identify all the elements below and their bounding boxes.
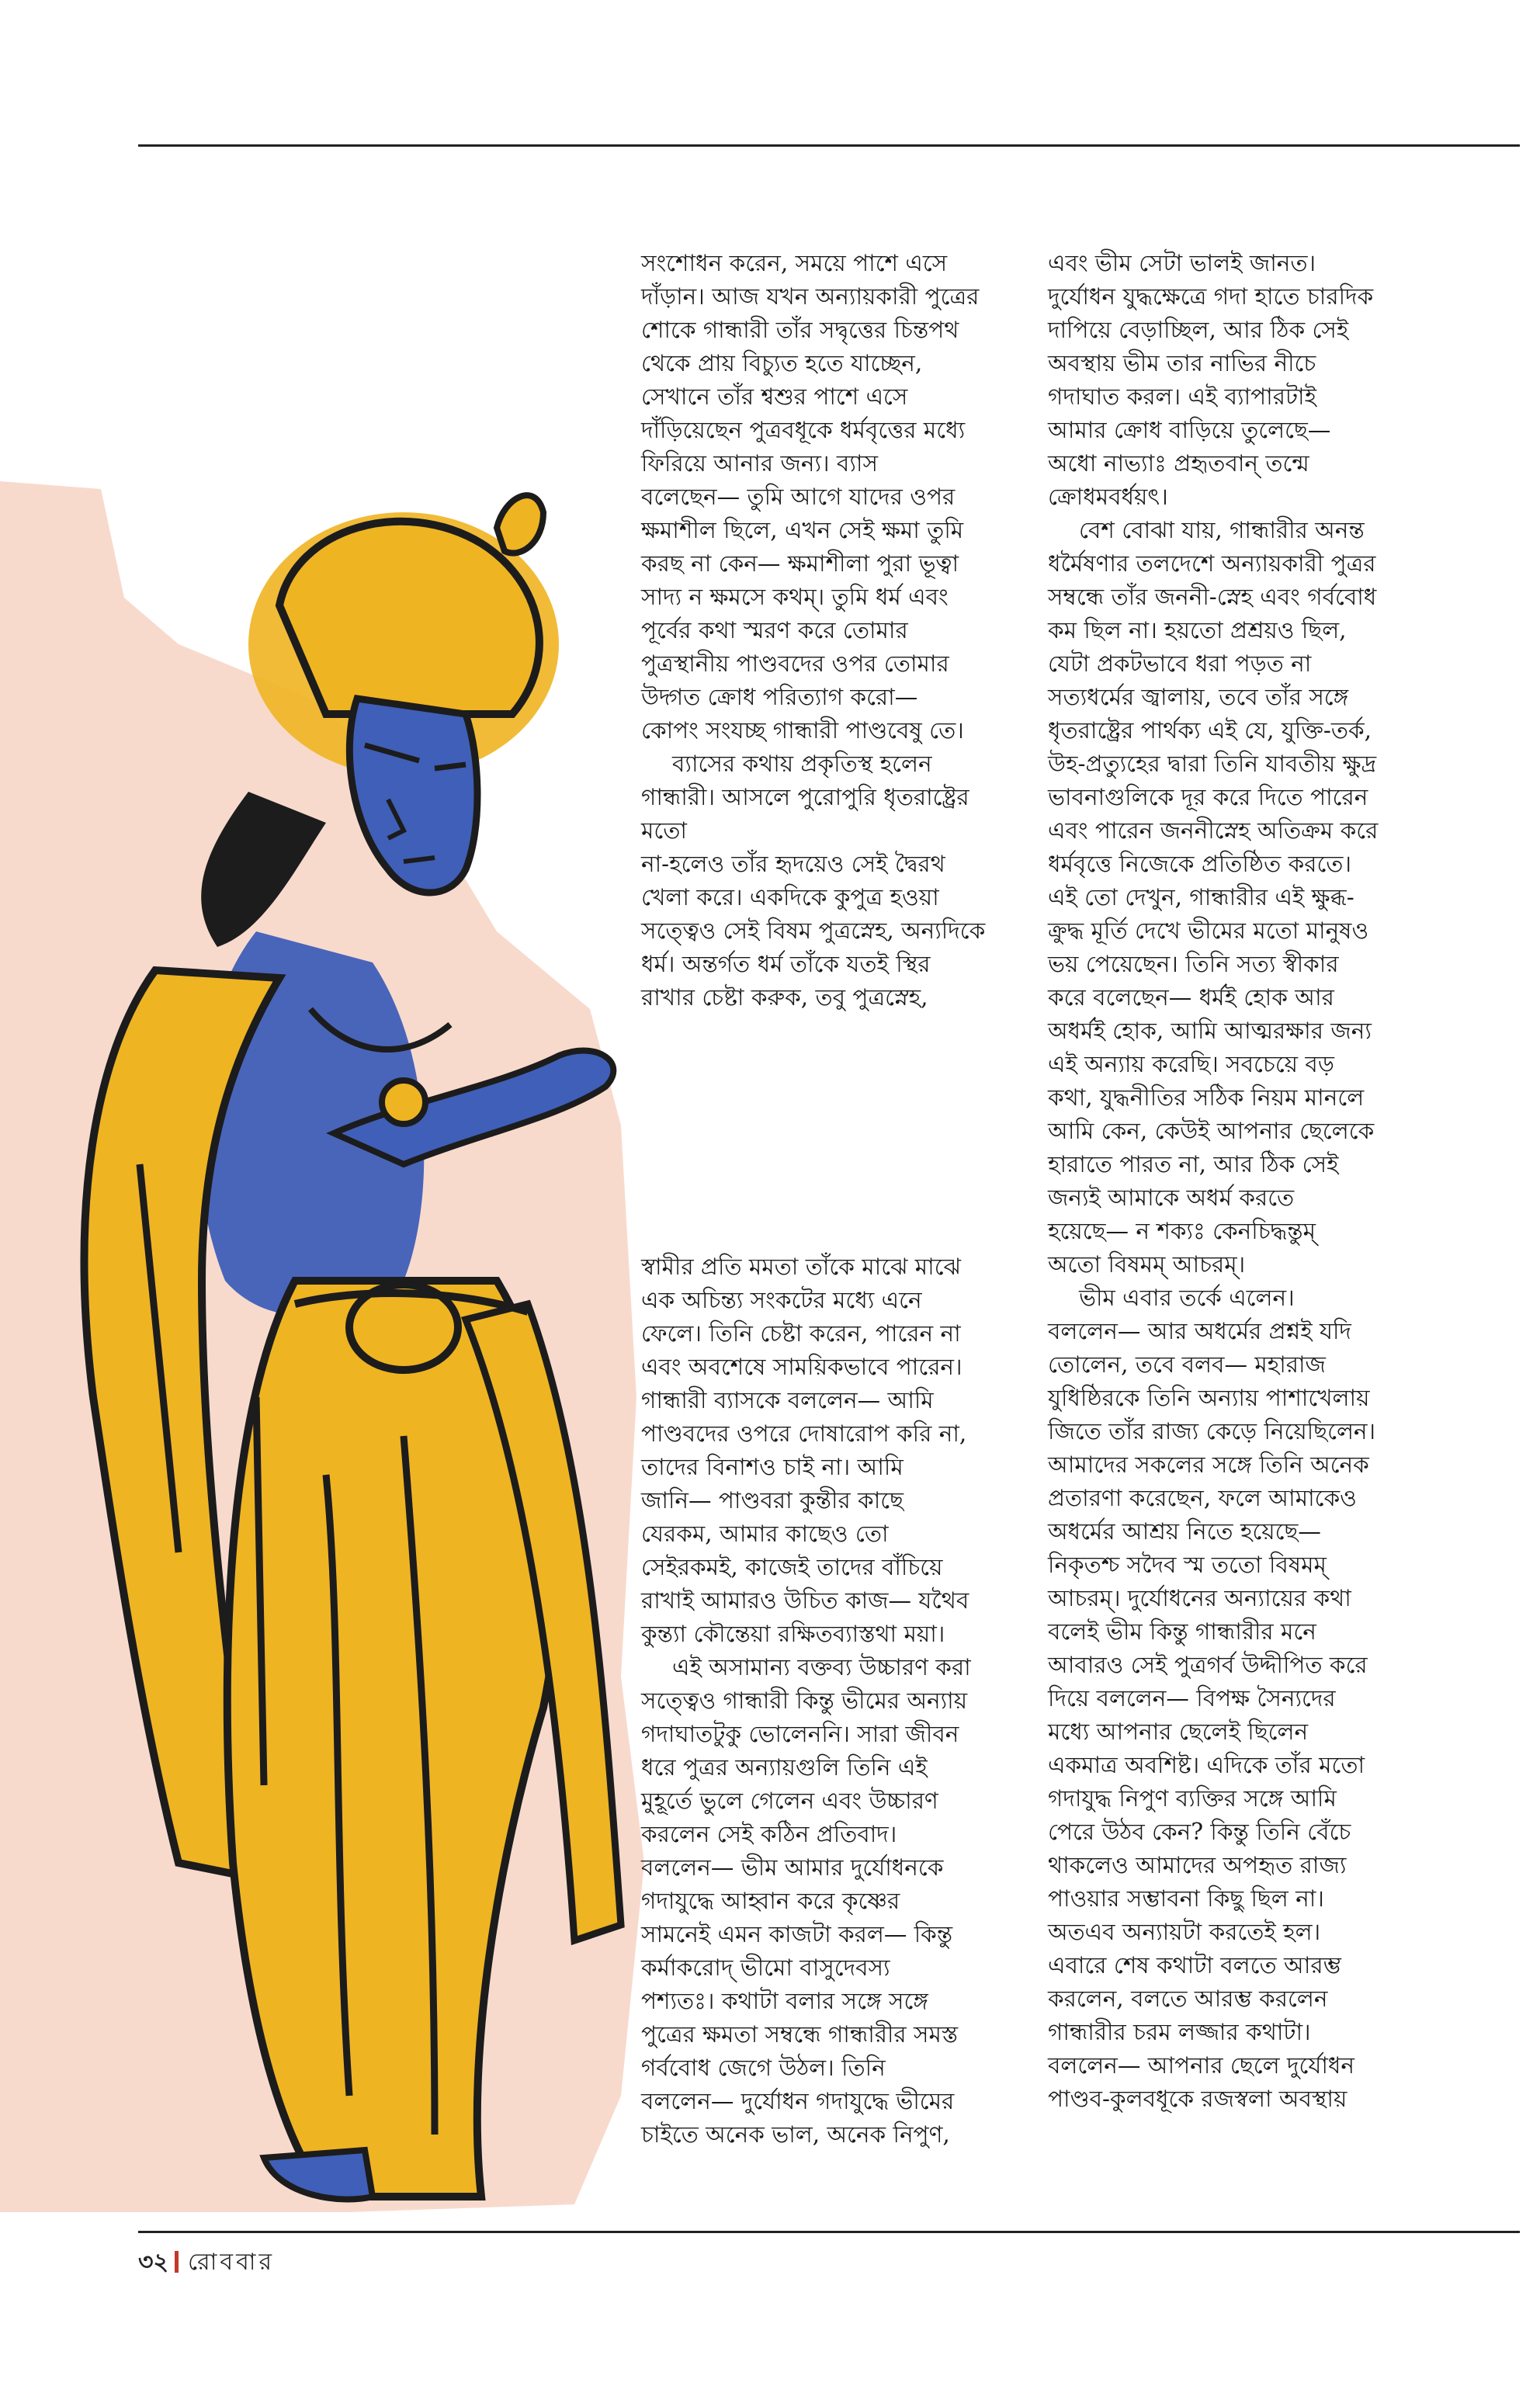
text-line: আমাদের সকলের সঙ্গে তিনি অনেক bbox=[1048, 1451, 1369, 1478]
text-line: জন্যই আমাকে অধর্ম করতে bbox=[1048, 1184, 1295, 1211]
text-line: সেখানে তাঁর শ্বশুর পাশে এসে bbox=[641, 383, 908, 410]
folio-divider bbox=[175, 2251, 179, 2273]
text-line: মধ্যে আপনার ছেলেই ছিলেন bbox=[1048, 1718, 1309, 1745]
text-line: গান্ধারী। আসলে পুরোপুরি ধৃতরাষ্ট্রের bbox=[641, 784, 969, 810]
text-line: এবং ভীম সেটা ভালই জানত। bbox=[1048, 250, 1316, 276]
text-line: দাঁড়িয়েছেন পুত্রবধূকে ধর্মবৃত্তের মধ্যে bbox=[641, 417, 966, 443]
magazine-name: রোববার bbox=[188, 2249, 275, 2276]
text-line: সংশোধন করেন, সময়ে পাশে এসে bbox=[641, 250, 948, 276]
text-line: অধর্মের আশ্রয় নিতে হয়েছে— bbox=[1048, 1518, 1321, 1545]
text-line: এক অচিন্ত্য সংকটের মধ্যে এনে bbox=[641, 1287, 922, 1313]
column-3 bbox=[1048, 247, 1378, 2116]
text-line: নিকৃতশ্চ সদৈব স্ম ততো বিষমম্ bbox=[1048, 1552, 1327, 1578]
column-1 bbox=[641, 247, 985, 1014]
text-line: কর্মাকরোদ্ ভীমো বাসুদেবস্য bbox=[641, 1954, 890, 1981]
text-line: করলেন সেই কঠিন প্রতিবাদ। bbox=[641, 1821, 897, 1847]
text-line: ভাবনাগুলিকে দূর করে দিতে পারেন bbox=[1048, 784, 1368, 810]
text-line: আচরম্। দুর্যোধনের অন্যায়ের কথা bbox=[1048, 1585, 1351, 1611]
text-line: অতএব অন্যায়টা করতেই হল। bbox=[1048, 1919, 1321, 1945]
text-line: সামনেই এমন কাজটা করল— কিন্তু bbox=[641, 1921, 953, 1947]
text-line: আমি কেন, কেউই আপনার ছেলেকে bbox=[1048, 1118, 1375, 1144]
text-line: জানি— পাণ্ডবরা কুন্তীর কাছে bbox=[641, 1487, 904, 1514]
text-line: কথা, যুদ্ধনীতির সঠিক নিয়ম মানলে bbox=[1048, 1084, 1365, 1111]
text-line: সত্ত্বেও সেই বিষম পুত্রস্নেহ, অন্যদিকে bbox=[641, 917, 986, 944]
text-line: এই অসামান্য বক্তব্য উচ্চারণ করা bbox=[672, 1654, 971, 1680]
text-line: পুত্রের ক্ষমতা সম্বন্ধে গান্ধারীর সমস্ত bbox=[641, 2021, 959, 2048]
text-line: বললেন— আপনার ছেলে দুর্যোধন bbox=[1048, 2052, 1355, 2079]
text-line: গর্ববোধ জেগে উঠল। তিনি bbox=[641, 2055, 886, 2081]
text-line: উহ-প্রত্যুহের দ্বারা তিনি যাবতীয় ক্ষুদ্র bbox=[1048, 751, 1377, 777]
text-line: ধৃতরাষ্ট্রের পার্থক্য এই যে, যুক্তি-তর্ক, bbox=[1048, 717, 1372, 744]
text-line: বললেন— দুর্যোধন গদাযুদ্ধে ভীমের bbox=[641, 2088, 955, 2114]
text-line: কম ছিল না। হয়তো প্রশ্রয়ও ছিল, bbox=[1048, 617, 1347, 643]
text-line: রাখার চেষ্টা করুক, তবু পুত্রস্নেহ, bbox=[641, 984, 928, 1011]
text-line: কোপং সংযচ্ছ গান্ধারী পাণ্ডবেষু তে। bbox=[641, 717, 964, 744]
text-line: পেরে উঠব কেন? কিন্তু তিনি বেঁচে bbox=[1048, 1819, 1351, 1845]
text-line: স্বামীর প্রতি মমতা তাঁকে মাঝে মাঝে bbox=[641, 1254, 961, 1280]
text-line: আবারও সেই পুত্রগর্ব উদ্দীপিত করে bbox=[1048, 1652, 1368, 1678]
text-line: রাখাই আমারও উচিত কাজ— যথৈব bbox=[641, 1587, 969, 1614]
text-line: বলেই ভীম কিন্তু গান্ধারীর মনে bbox=[1048, 1618, 1316, 1645]
text-line: গান্ধারীর চরম লজ্জার কথাটা। bbox=[1048, 2019, 1311, 2045]
text-line: সত্যধর্মের জ্বালায়, তবে তাঁর সঙ্গে bbox=[1048, 684, 1349, 710]
text-line: বেশ বোঝা যায়, গান্ধারীর অনন্ত bbox=[1079, 517, 1365, 543]
text-line: যেরকম, আমার কাছেও তো bbox=[641, 1521, 889, 1547]
text-line: না-হলেও তাঁর হৃদয়েও সেই দ্বৈরথ bbox=[641, 851, 945, 877]
text-line: দিয়ে বললেন— বিপক্ষ সৈন্যদের bbox=[1048, 1685, 1336, 1712]
text-line: করছ না কেন— ক্ষমাশীলা পুরা ভূত্বা bbox=[641, 550, 959, 577]
text-line: তোলেন, তবে বলব— মহারাজ bbox=[1048, 1351, 1326, 1378]
text-line: ক্ষমাশীল ছিলে, এখন সেই ক্ষমা তুমি bbox=[641, 517, 964, 543]
text-line: আমার ক্রোধ বাড়িয়ে তুলেছে— bbox=[1048, 417, 1331, 443]
text-line: এবারে শেষ কথাটা বলতে আরম্ভ bbox=[1048, 1952, 1341, 1979]
text-line: সম্বন্ধে তাঁর জননী-স্নেহ এবং গর্ববোধ bbox=[1048, 584, 1377, 610]
top-rule bbox=[138, 144, 1520, 147]
text-line: বললেন— ভীম আমার দুর্যোধনকে bbox=[641, 1854, 944, 1881]
text-line: কুন্ত্যা কৌন্তেয়া রক্ষিতব্যাস্তথা ময়া। bbox=[641, 1621, 945, 1647]
text-line: পূর্বের কথা স্মরণ করে তোমার bbox=[641, 617, 908, 643]
text-line: সাদ্য ন ক্ষমসে কথম্‌। তুমি ধর্ম এবং bbox=[641, 584, 949, 610]
text-line: এবং অবশেষে সাময়িকভাবে পারেন। bbox=[641, 1354, 962, 1380]
text-line: পুত্রস্থানীয় পাণ্ডবদের ওপর তোমার bbox=[641, 650, 949, 677]
text-line: ব্যাসের কথায় প্রকৃতিস্থ হলেন bbox=[672, 751, 932, 777]
text-line: যুধিষ্ঠিরকে তিনি অন্যায় পাশাখেলায় bbox=[1048, 1385, 1370, 1411]
text-line: চাইতে অনেক ভাল, অনেক নিপুণ, bbox=[641, 2121, 950, 2148]
text-line: ক্রোধমবর্ধয়ৎ। bbox=[1048, 484, 1168, 510]
text-line: গদাঘাত করল। এই ব্যাপারটাই bbox=[1048, 383, 1316, 410]
text-line: ভয় পেয়েছেন। তিনি সত্য স্বীকার bbox=[1048, 951, 1339, 977]
text-line: খেলা করে। একদিকে কুপুত্র হওয়া bbox=[641, 884, 939, 910]
text-line: উদ্গত ক্রোধ পরিত্যাগ করো— bbox=[641, 684, 918, 710]
text-line: মতো bbox=[641, 817, 687, 844]
text-line: থাকলেও আমাদের অপহৃত রাজ্য bbox=[1048, 1852, 1347, 1878]
bottom-rule bbox=[138, 2231, 1520, 2233]
text-line: করলেন, বলতে আরম্ভ করলেন bbox=[1048, 1985, 1328, 2012]
text-line: দুর্যোধন যুদ্ধক্ষেত্রে গদা হাতে চারদিক bbox=[1048, 283, 1374, 310]
text-line: অধর্মই হোক, আমি আত্মরক্ষার জন্য bbox=[1048, 1018, 1372, 1044]
text-line: ক্রুদ্ধ মূর্তি দেখে ভীমের মতো মানুষও bbox=[1048, 917, 1369, 944]
page-number: ৩২ bbox=[138, 2249, 169, 2276]
text-line: পাণ্ডব-কুলবধূকে রজস্বলা অবস্থায় bbox=[1048, 2086, 1348, 2112]
text-line: গদাঘাতটুকু ভোলেননি। সারা জীবন bbox=[641, 1721, 959, 1747]
text-line: গান্ধারী ব্যাসকে বললেন— আমি bbox=[641, 1387, 934, 1413]
text-line: ফিরিয়ে আনার জন্য। ব্যাস bbox=[641, 450, 878, 477]
text-line: একমাত্র অবশিষ্ট। এদিকে তাঁর মতো bbox=[1048, 1752, 1365, 1778]
text-line: শোকে গান্ধারী তাঁর সদ্বৃত্তের চিন্তপথ bbox=[641, 317, 959, 343]
text-line: পশ্যতঃ। কথাটা বলার সঙ্গে সঙ্গে bbox=[641, 1988, 928, 2014]
text-line: হয়েছে— ন শক্যঃ কেনচিদ্ধন্তুম্ bbox=[1048, 1218, 1316, 1244]
text-line: পাওয়ার সম্ভাবনা কিছু ছিল না। bbox=[1048, 1885, 1324, 1912]
text-line: গদাযুদ্ধে আহ্বান করে কৃষ্ণের bbox=[641, 1888, 900, 1914]
text-line: অতো বিষমম্ আচরম্। bbox=[1048, 1251, 1246, 1278]
text-line: বললেন— আর অধর্মের প্রশ্নই যদি bbox=[1048, 1318, 1351, 1344]
text-line: সত্ত্বেও গান্ধারী কিন্তু ভীমের অন্যায় bbox=[641, 1687, 968, 1714]
text-line: যেটা প্রকটভাবে ধরা পড়ত না bbox=[1048, 650, 1312, 677]
text-line: অধো নাভ্যাঃ প্রহৃতবান্ তন্মে bbox=[1048, 450, 1309, 477]
text-line: ধর্ম। অন্তর্গত ধর্ম তাঁকে যতই স্থির bbox=[641, 951, 931, 977]
column-2 bbox=[641, 1250, 971, 2152]
text-line: থেকে প্রায় বিচ্যুত হতে যাচ্ছেন, bbox=[641, 350, 923, 376]
text-line: তাদের বিনাশও চাই না। আমি bbox=[641, 1454, 904, 1480]
text-line: জিতে তাঁর রাজ্য কেড়ে নিয়েছিলেন। bbox=[1048, 1418, 1376, 1444]
text-line: বলেছেন— তুমি আগে যাদের ওপর bbox=[641, 484, 956, 510]
text-line: করে বলেছেন— ধর্মই হোক আর bbox=[1048, 984, 1334, 1011]
text-line: এই অন্যায় করেছি। সবচেয়ে বড় bbox=[1048, 1051, 1334, 1077]
text-line: প্রতারণা করেছেন, ফলে আমাকেও bbox=[1048, 1485, 1357, 1511]
text-line: হারাতে পারত না, আর ঠিক সেই bbox=[1048, 1151, 1339, 1177]
text-line: পাণ্ডবদের ওপরে দোষারোপ করি না, bbox=[641, 1420, 967, 1447]
text-line: অবস্থায় ভীম তার নাভির নীচে bbox=[1048, 350, 1316, 376]
text-line: মুহূর্তে ভুলে গেলেন এবং উচ্চারণ bbox=[641, 1788, 938, 1814]
text-line: গদাযুদ্ধ নিপুণ ব্যক্তির সঙ্গে আমি bbox=[1048, 1785, 1337, 1812]
text-line: এই তো দেখুন, গান্ধারীর এই ক্ষুব্ধ- bbox=[1048, 884, 1354, 910]
text-line: দাঁড়ান। আজ যখন অন্যায়কারী পুত্রের bbox=[641, 283, 980, 310]
text-line: ধর্মবৃত্তে নিজেকে প্রতিষ্ঠিত করতে। bbox=[1048, 851, 1351, 877]
text-line: দাপিয়ে বেড়াচ্ছিল, আর ঠিক সেই bbox=[1048, 317, 1349, 343]
text-line: ফেলে। তিনি চেষ্টা করেন, পারেন না bbox=[641, 1320, 961, 1347]
krishna-illustration bbox=[0, 466, 644, 2212]
text-line: এবং পারেন জননীস্নেহ অতিক্রম করে bbox=[1048, 817, 1379, 844]
text-line: ভীম এবার তর্কে এলেন। bbox=[1079, 1285, 1295, 1311]
text-line: সেইরকমই, কাজেই তাদের বাঁচিয়ে bbox=[641, 1554, 943, 1580]
text-line: ধর্মৈষণার তলদেশে অন্যায়কারী পুত্রর bbox=[1048, 550, 1376, 577]
text-line: ধরে পুত্রর অন্যায়গুলি তিনি এই bbox=[641, 1754, 928, 1781]
folio bbox=[138, 2243, 275, 2283]
